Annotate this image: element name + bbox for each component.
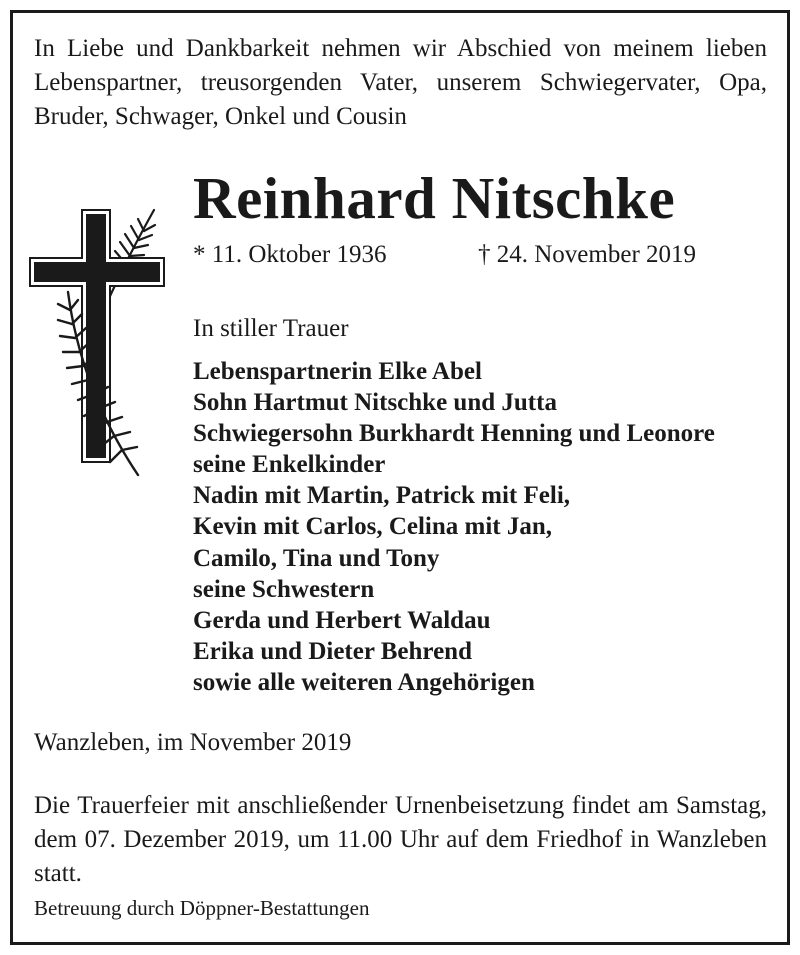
mourner-line: Nadin mit Martin, Patrick mit Feli, bbox=[193, 482, 571, 510]
mourning-heading: In stiller Trauer bbox=[193, 315, 349, 342]
mourner-line: Erika und Dieter Behrend bbox=[193, 637, 472, 665]
mourner-line: seine Enkelkinder bbox=[193, 451, 386, 479]
place-and-date: Wanzleben, im November 2019 bbox=[34, 729, 352, 756]
mourner-line: Gerda und Herbert Waldau bbox=[193, 606, 491, 634]
mourners-list bbox=[193, 356, 715, 698]
mourner-line: Lebenspartnerin Elke Abel bbox=[193, 358, 482, 385]
cross-with-palm-branch-icon bbox=[26, 200, 176, 490]
intro-text: In Liebe und Dankbarkeit nehmen wir Abschied von meinem lieben Lebenspartner, treusorgenden Vater, unserem Schwiegervater, Opa, Bruder, Schwager, Onkel und Cousin bbox=[34, 35, 767, 130]
mourner-line: seine Schwestern bbox=[193, 575, 375, 603]
funeral-home-credit: Betreuung durch Döppner-Bestattungen bbox=[34, 896, 370, 920]
birth-date: * 11. Oktober 1936 bbox=[193, 241, 387, 268]
mourner-line: Kevin mit Carlos, Celina mit Jan, bbox=[193, 513, 553, 541]
ceremony-text: Die Trauerfeier mit anschließender Urnenbeisetzung findet am Samstag, dem 07. Dezember 2019, um 11.00 Uhr auf dem Friedhof in Wanzleben statt. bbox=[34, 792, 767, 887]
mourner-line: sowie alle weiteren Angehörigen bbox=[193, 668, 535, 696]
mourner-line: Camilo, Tina und Tony bbox=[193, 544, 440, 572]
mourner-line: Schwiegersohn Burkhardt Henning und Leonore bbox=[193, 420, 715, 448]
mourner-line: Sohn Hartmut Nitschke und Jutta bbox=[193, 389, 557, 417]
deceased-name: Reinhard Nitschke bbox=[193, 165, 676, 231]
death-date: † 24. November 2019 bbox=[478, 241, 697, 268]
